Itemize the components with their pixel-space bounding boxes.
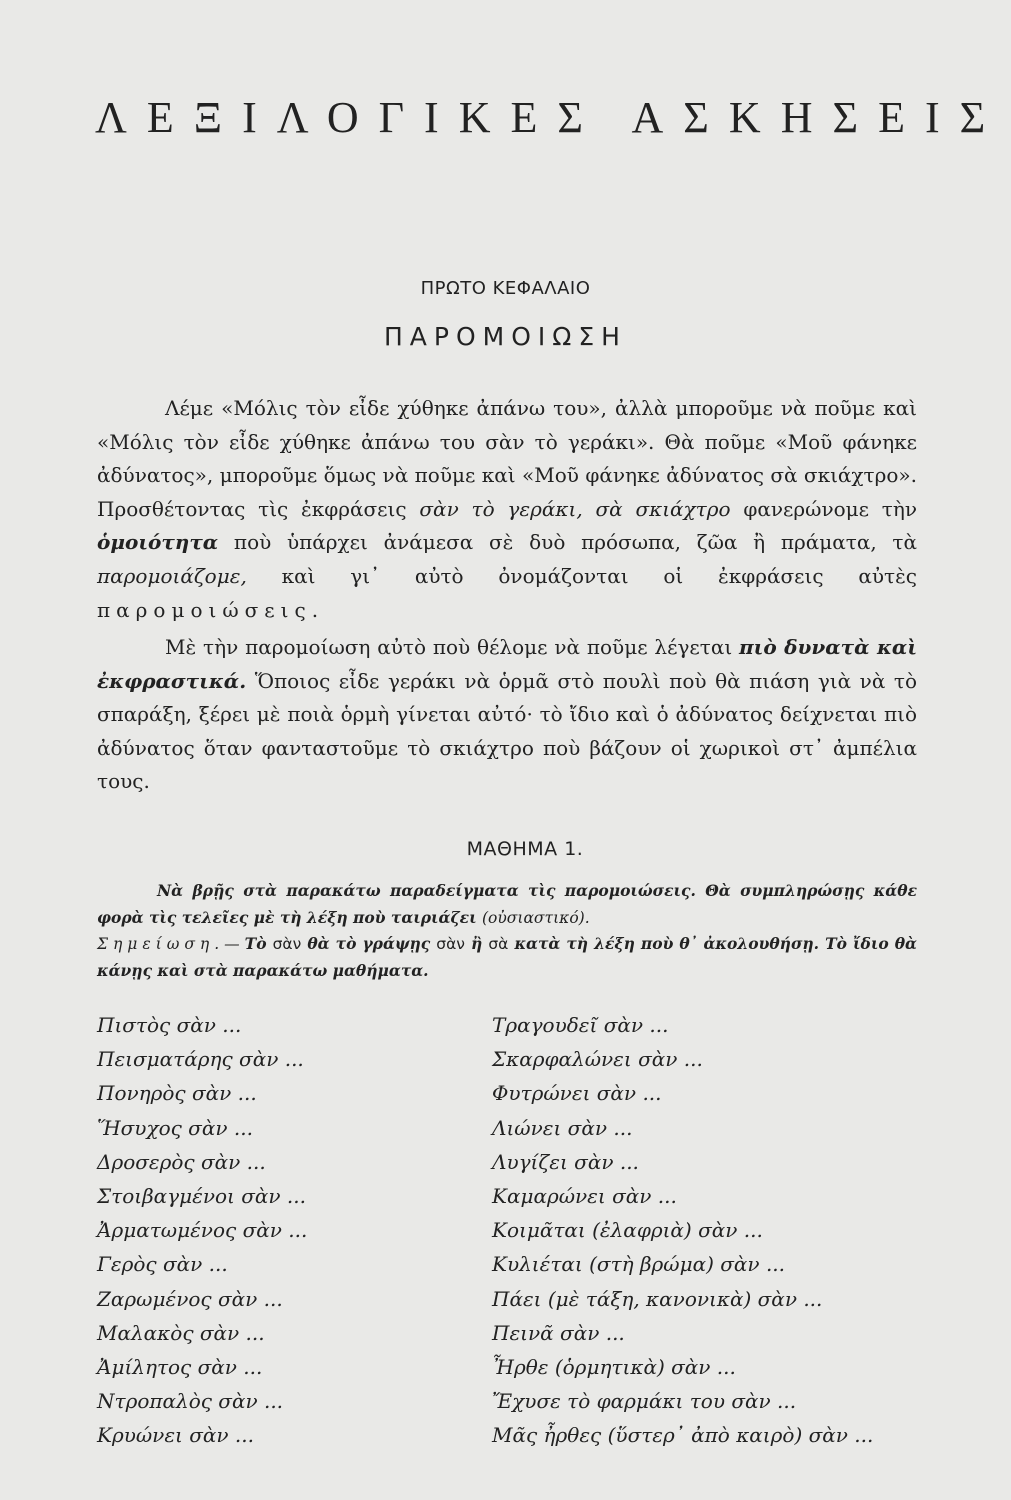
- note-text-b: θὰ τὸ γράψῃς: [307, 934, 431, 953]
- note-text-a: Τὸ: [244, 934, 267, 953]
- list-item: Γερὸς σὰν ...: [97, 1252, 228, 1277]
- list-item: Κρυώνει σὰν ...: [97, 1423, 255, 1448]
- note-san-2: σὰν: [436, 935, 465, 953]
- list-item: Πιστὸς σὰν ...: [97, 1013, 242, 1037]
- p1-emphasis-2: παρομοιάζομε,: [97, 563, 247, 588]
- p1-text-b: φανερώνομε τὴν: [743, 496, 918, 521]
- list-item: Ντροπαλὸς σὰν ...: [97, 1389, 284, 1414]
- p1-spaced-term: παρομοιώσεις.: [97, 597, 325, 622]
- list-item: Δροσερὸς σὰν ...: [97, 1149, 266, 1174]
- lesson-instructions: [97, 878, 917, 984]
- list-item: Λιώνει σὰν ...: [492, 1115, 633, 1140]
- p2-text-b: Ὅποιος εἶδε γεράκι νὰ ὁρμᾶ στὸ πουλὶ ποὺ θὰ πιάση γιὰ νὰ τὸ σπαράξη, ξέρει μὲ ποιὰ ὁρμὴ γίνεται αὐτό· τὸ ἴδιο καὶ ὁ ἀδύνατος δείχνεται πιὸ ἀδύνατος ὅταν φανταστοῦμε τὸ σκιάχτρο ποὺ βάζουν οἱ χωρικοὶ στ᾽ ἀμπέλια τους.: [97, 668, 917, 794]
- p1-emphasis-1: σὰν τὸ γεράκι, σὰ σκιάχτρο: [419, 496, 731, 521]
- note-san: σὰν: [272, 935, 302, 953]
- instructions-text: Νὰ βρῇς στὰ παρακάτω παραδείγματα τὶς παρομοιώσεις. Θὰ συμπληρώσῃς κάθε φορὰ τὶς τελεῖες μὲ τὴ λέξη ποὺ ταιριάζει: [97, 881, 917, 927]
- note-text-d: κατὰ τὴ λέξη ποὺ θ᾽ ἀκολουθήσῃ. Τὸ ἴδιο θὰ κάνῃς καὶ στὰ παρακάτω μαθήματα.: [97, 934, 917, 980]
- exercise-list-left: [97, 1008, 307, 1452]
- list-item: Ζαρωμένος σὰν ...: [97, 1286, 283, 1311]
- list-item: Πεινᾶ σὰν ...: [492, 1320, 625, 1345]
- p1-text-c: ποὺ ὑπάρχει ἀνάμεσα σὲ δυὸ πρόσωπα, ζῶα ἢ πράματα, τὰ: [233, 530, 917, 555]
- list-item: Ἦρθε (ὁρμητικὰ) σὰν ...: [492, 1354, 736, 1379]
- list-item: Λυγίζει σὰν ...: [492, 1149, 639, 1174]
- list-item: Πονηρὸς σὰν ...: [97, 1081, 257, 1106]
- instructions-paren: (οὐσιαστικό).: [482, 908, 590, 927]
- intro-paragraph-2: [97, 631, 917, 799]
- list-item: Τραγουδεῖ σὰν ...: [492, 1013, 669, 1037]
- list-item: Μᾶς ἦρθες (ὕστερ᾽ ἀπὸ καιρὸ) σὰν ...: [492, 1423, 874, 1448]
- list-item: Ἀρματωμένος σὰν ...: [97, 1218, 308, 1243]
- note-sa: σὰ: [488, 935, 509, 953]
- page-title: ΛΕΞΙΛΟΓΙΚΕΣ ΑΣΚΗΣΕΙΣ: [95, 93, 1006, 142]
- list-item: Στοιβαγμένοι σὰν ...: [97, 1183, 306, 1208]
- list-item: Φυτρώνει σὰν ...: [492, 1081, 662, 1106]
- list-item: Ἥσυχος σὰν ...: [97, 1115, 253, 1140]
- chapter-title: ΠΑΡΟΜΟΙΩΣΗ: [384, 322, 627, 351]
- p1-text-d: καὶ γι᾽ αὐτὸ ὀνομάζονται οἱ ἐκφράσεις αὐτὲς: [281, 563, 918, 588]
- list-item: Σκαρφαλώνει σὰν ...: [492, 1047, 703, 1072]
- intro-paragraph-1: [97, 392, 917, 627]
- list-item: Μαλακὸς σὰν ...: [97, 1320, 265, 1345]
- lesson-title: ΜΑΘΗΜΑ 1.: [466, 838, 584, 860]
- note-text-c: ἢ: [471, 934, 483, 953]
- list-item: Κυλιέται (στὴ βρώμα) σὰν ...: [492, 1252, 786, 1277]
- p1-bold-term: ὁμοιότητα: [97, 530, 219, 555]
- list-item: Κοιμᾶται (ἐλαφριὰ) σὰν ...: [492, 1218, 763, 1243]
- note-label: Σημείωση.—: [97, 935, 245, 953]
- list-item: Καμαρώνει σὰν ...: [492, 1183, 677, 1208]
- p2-text-a: Μὲ τὴν παρομοίωση αὐτὸ ποὺ θέλομε νὰ ποῦμε λέγεται: [165, 635, 733, 659]
- list-item: Πεισματάρης σὰν ...: [97, 1047, 304, 1072]
- p2-bold-phrase: πιὸ δυνατὰ καὶ ἐκφραστικά.: [97, 635, 917, 693]
- exercise-list-right: [492, 1008, 873, 1452]
- list-item: Ἀμίλητος σὰν ...: [97, 1354, 263, 1379]
- list-item: Ἔχυσε τὸ φαρμάκι του σὰν ...: [492, 1389, 797, 1414]
- chapter-label: ΠΡΩΤΟ ΚΕΦΑΛΑΙΟ: [420, 278, 591, 299]
- p1-text-a: Λέμε «Μόλις τὸν εἶδε χύθηκε ἀπάνω του», ἀλλὰ μποροῦμε νὰ ποῦμε καὶ «Μόλις τὸν εἶδε χύθηκε ἀπάνω του σὰν τὸ γεράκι». Θὰ ποῦμε «Μοῦ φάνηκε ἀδύνατος», μποροῦμε ὅμως νὰ ποῦμε καὶ «Μοῦ φάνηκε ἀδύνατος σὰ σκιάχτρο». Προσθέτοντας τὶς ἐκφράσεις: [97, 396, 917, 521]
- list-item: Πάει (μὲ τάξη, κανονικὰ) σὰν ...: [492, 1286, 823, 1311]
